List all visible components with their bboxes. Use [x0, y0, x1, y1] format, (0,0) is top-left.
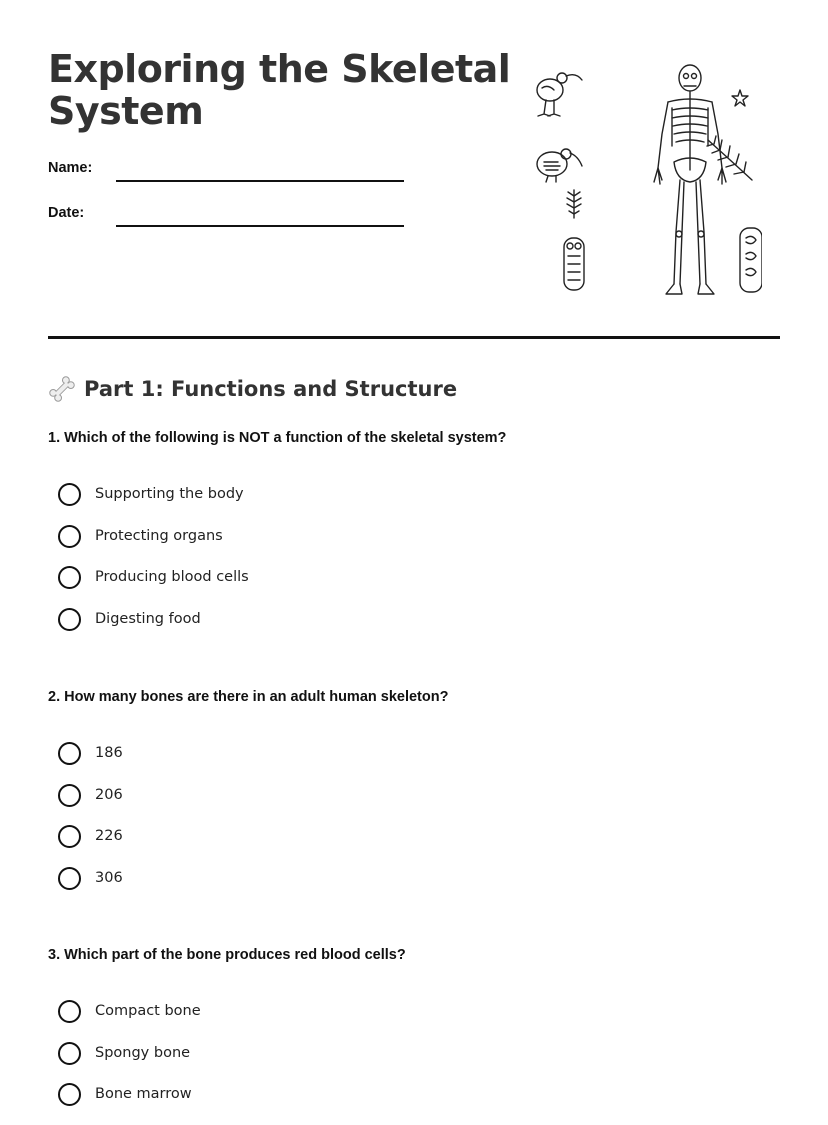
option-supporting-the-body[interactable]: [58, 483, 249, 525]
option-label: 186: [95, 745, 123, 761]
option-label: Digesting food: [95, 610, 201, 627]
date-line[interactable]: [116, 225, 404, 227]
date-label: Date:: [48, 205, 85, 221]
option-186[interactable]: [58, 742, 123, 784]
option-spongy-bone[interactable]: [58, 1042, 201, 1084]
radio-button[interactable]: [58, 1083, 81, 1106]
option-label: Protecting organs: [95, 527, 223, 544]
option-compact-bone[interactable]: [58, 1000, 201, 1042]
kiwi-bird-icon: [537, 149, 582, 182]
option-306[interactable]: [58, 867, 123, 909]
option-bone-marrow[interactable]: [58, 1083, 201, 1125]
option-label: 206: [95, 786, 123, 803]
option-label: 226: [95, 828, 123, 844]
section-divider: [48, 336, 780, 339]
option-label: Producing blood cells: [95, 569, 249, 585]
question-1-options: [58, 483, 249, 649]
radio-button[interactable]: [58, 608, 81, 631]
option-226[interactable]: [58, 825, 123, 867]
question-1: [48, 429, 780, 627]
question-1-text: 1. Which of the following is NOT a function of the skeletal system?: [48, 430, 507, 446]
name-field-row: [48, 160, 408, 184]
radio-button[interactable]: [58, 784, 81, 807]
option-label: 306: [95, 869, 123, 886]
name-line[interactable]: [116, 180, 404, 182]
option-digesting-food[interactable]: [58, 608, 249, 650]
radio-button[interactable]: [58, 566, 81, 589]
option-label: Bone marrow: [95, 1086, 192, 1102]
carved-pounamu-icon: [564, 238, 584, 290]
fern-frond-icon: [707, 136, 752, 180]
fern-leaf-icon: [567, 190, 581, 218]
star-icon: [732, 90, 748, 106]
option-206[interactable]: [58, 784, 123, 826]
part1-header: [48, 374, 457, 404]
radio-button[interactable]: [58, 1000, 81, 1023]
worksheet-page: [48, 0, 780, 1118]
option-protecting-organs[interactable]: [58, 525, 249, 567]
option-label: Spongy bone: [95, 1044, 191, 1061]
bone-icon: [48, 375, 76, 403]
radio-button[interactable]: [58, 525, 81, 548]
kiwi-bird-icon: [537, 73, 582, 116]
radio-button[interactable]: [58, 867, 81, 890]
question-2: [48, 688, 780, 886]
skeleton-illustration: [532, 58, 762, 308]
question-2-options: [58, 742, 123, 908]
part1-title: Part 1: Functions and Structure: [84, 377, 458, 401]
question-3-options: [58, 1000, 201, 1125]
name-label: Name:: [48, 160, 93, 176]
question-2-text: 2. How many bones are there in an adult human skeleton?: [48, 689, 449, 705]
radio-button[interactable]: [58, 1042, 81, 1065]
option-label: Supporting the body: [95, 486, 244, 502]
carved-pendant-icon: [740, 228, 762, 292]
option-producing-blood-cells[interactable]: [58, 566, 249, 608]
option-label: Compact bone: [95, 1003, 201, 1019]
question-3-text: 3. Which part of the bone produces red blood cells?: [48, 947, 406, 963]
radio-button[interactable]: [58, 483, 81, 506]
skeleton-icon: [654, 65, 726, 294]
question-3: [48, 946, 780, 1102]
worksheet-title: Exploring the Skeletal System: [48, 47, 511, 133]
radio-button[interactable]: [58, 742, 81, 765]
date-field-row: [48, 205, 408, 229]
radio-button[interactable]: [58, 825, 81, 848]
